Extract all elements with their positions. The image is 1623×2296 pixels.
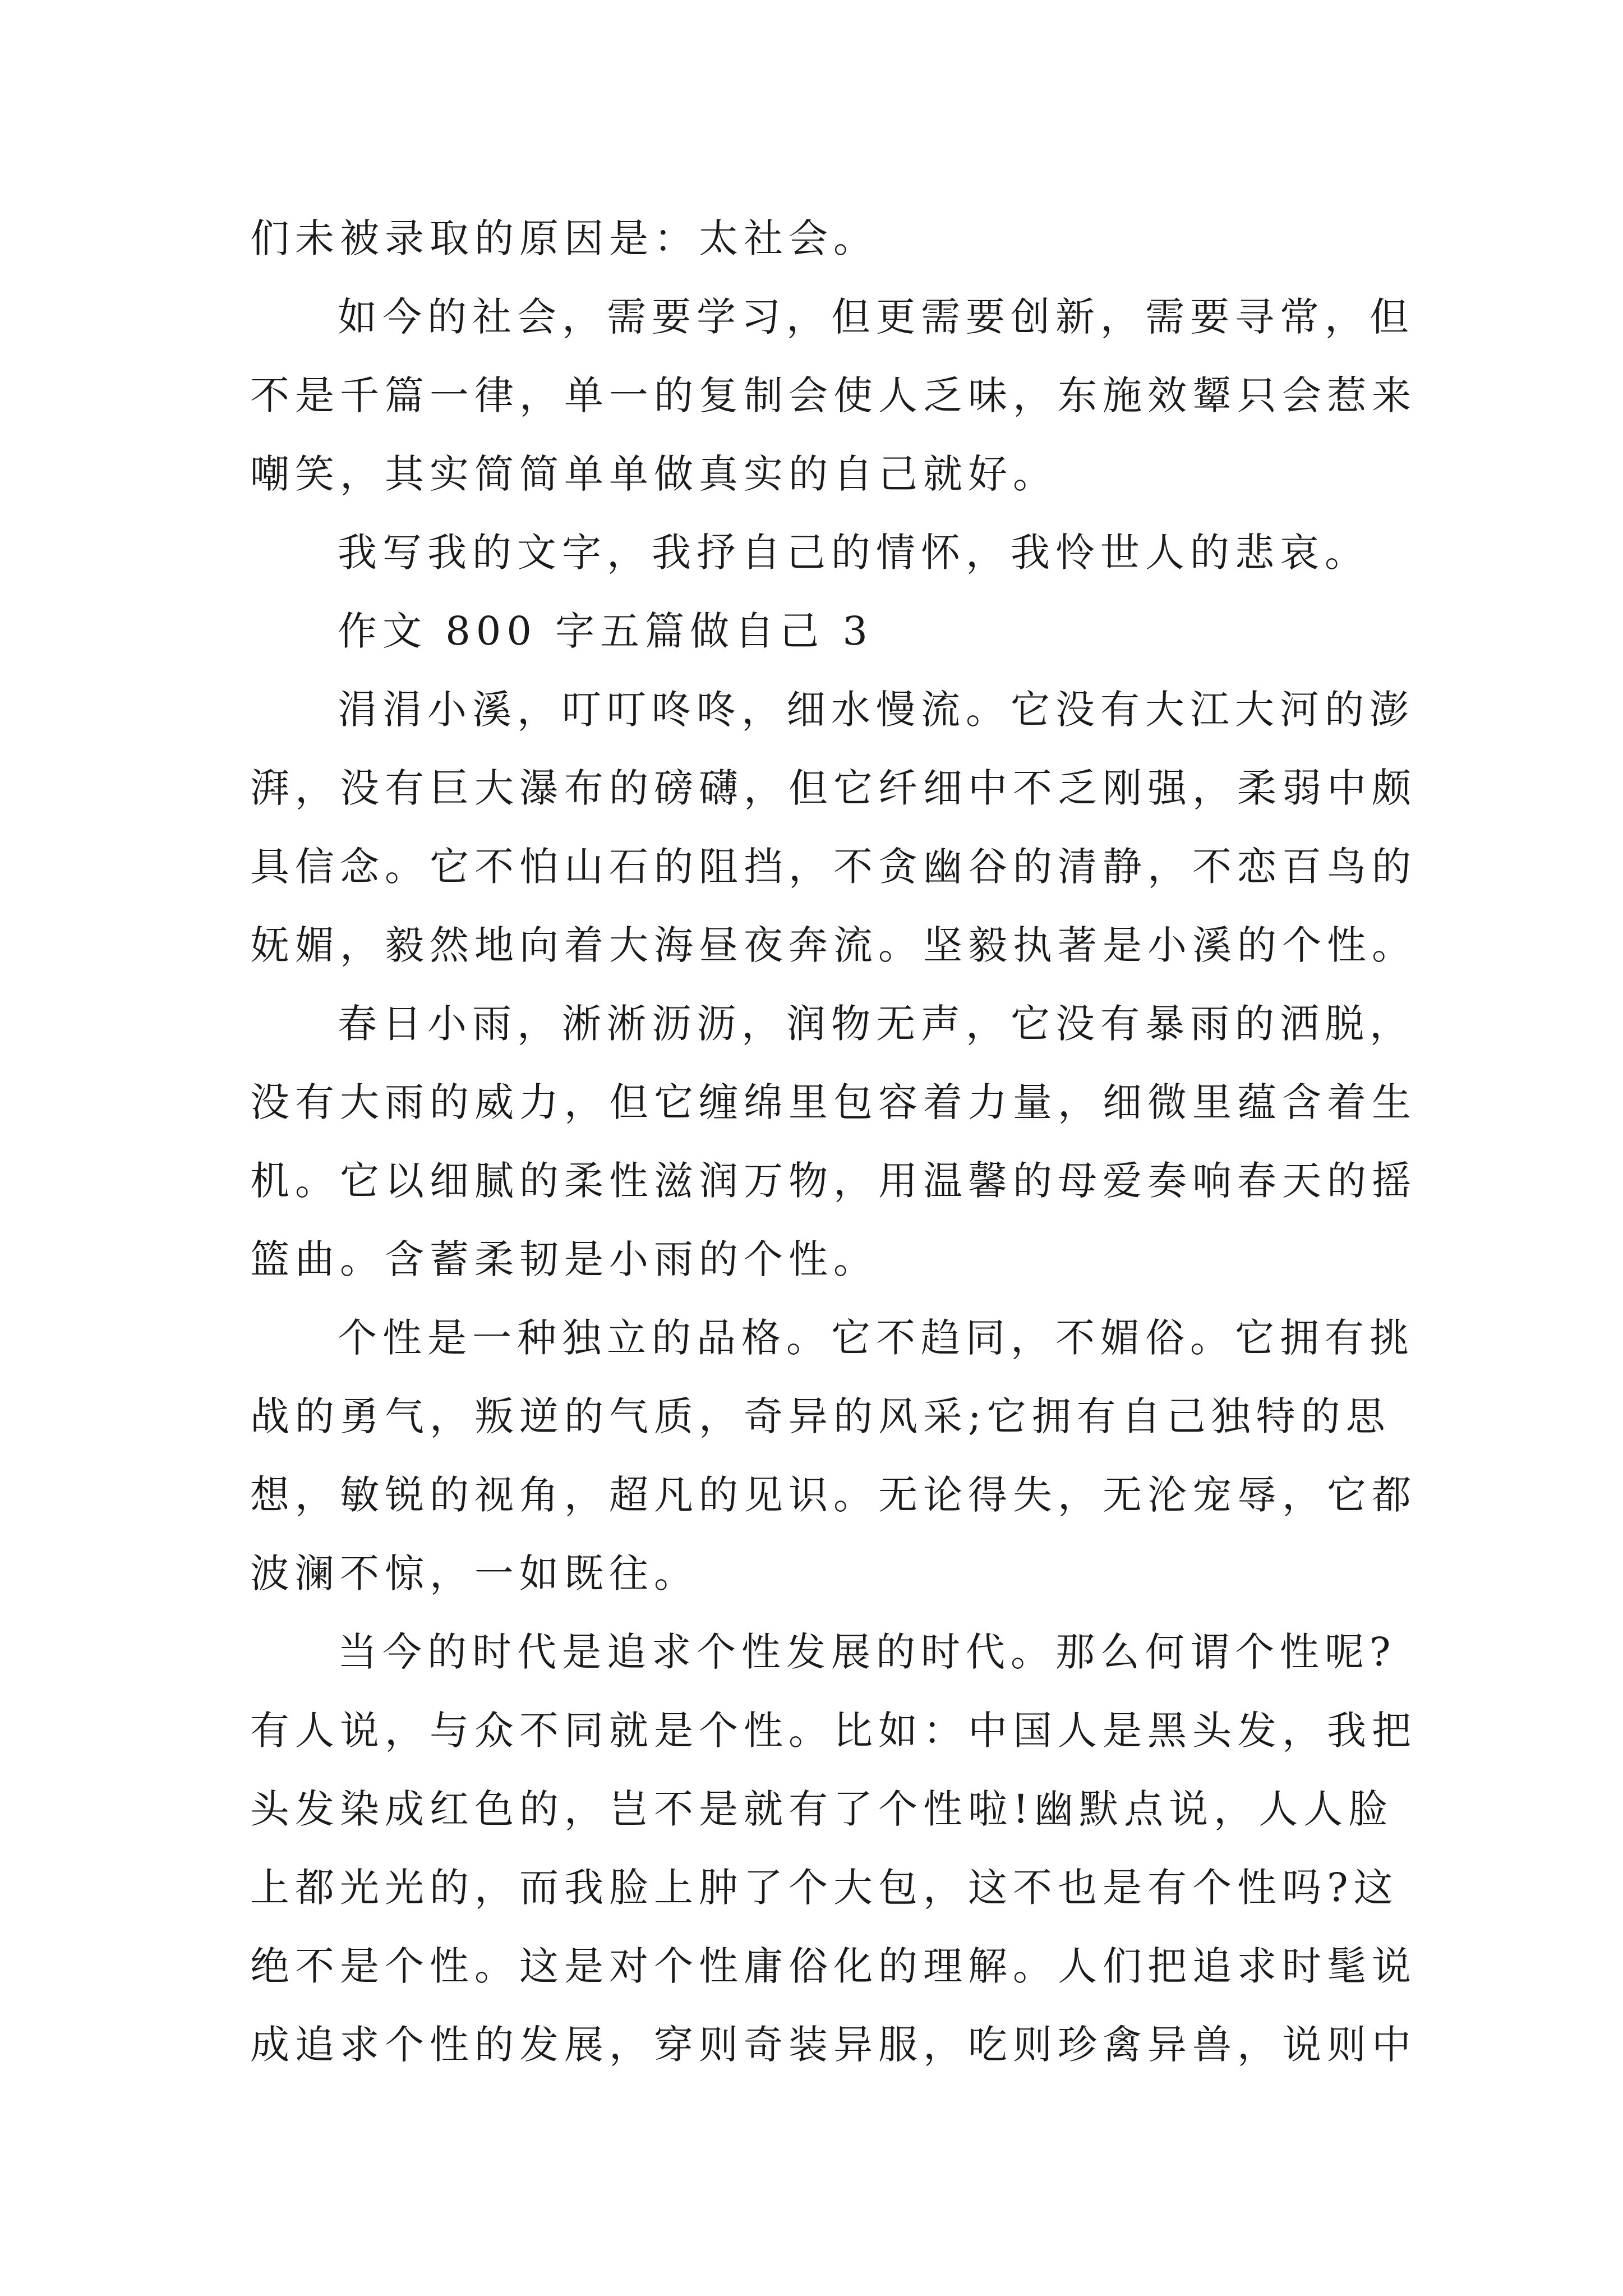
text-line: 没有大雨的威力，但它缠绵里包容着力量，细微里蕴含着生	[250, 1079, 1417, 1125]
text-line: 成追求个性的发展，穿则奇装异服，吃则珍禽异兽，说则中	[250, 2022, 1417, 2068]
text-line: 不是千篇一律，单一的复制会使人乏味，东施效颦只会惹来	[250, 372, 1417, 418]
paragraph-start-line: 涓涓小溪，叮叮咚咚，细水慢流。它没有大江大河的澎	[338, 687, 1414, 733]
text-line: 战的勇气，叛逆的气质，奇异的风采;它拥有自己独特的思	[250, 1393, 1391, 1439]
text-line: 机。它以细腻的柔性滋润万物，用温馨的母爱奏响春天的摇	[250, 1158, 1417, 1204]
paragraph-start-line: 我写我的文字，我抒自己的情怀，我怜世人的悲哀。	[338, 530, 1370, 576]
text-line: 想，敏锐的视角，超凡的见识。无论得失，无沦宠辱，它都	[250, 1472, 1417, 1518]
text-line: 嘲笑，其实简简单单做真实的自己就好。	[250, 451, 1058, 497]
text-line: 湃，没有巨大瀑布的磅礴，但它纤细中不乏刚强，柔弱中颇	[250, 765, 1417, 811]
text-line: 波澜不惊，一如既往。	[250, 1550, 699, 1596]
text-line: 上都光光的，而我脸上肿了个大包，这不也是有个性吗?这	[250, 1865, 1399, 1911]
text-line: 篮曲。含蓄柔韧是小雨的个性。	[250, 1236, 878, 1282]
text-line: 有人说，与众不同就是个性。比如：中国人是黑头发，我把	[250, 1708, 1417, 1754]
paragraph-start-line: 个性是一种独立的品格。它不趋同，不媚俗。它拥有挑	[338, 1315, 1414, 1361]
paragraph-start-line: 春日小雨，淅淅沥沥，润物无声，它没有暴雨的洒脱，	[338, 1001, 1414, 1047]
text-line: 们未被录取的原因是：太社会。	[250, 215, 878, 261]
text-line: 绝不是个性。这是对个性庸俗化的理解。人们把追求时髦说	[250, 1943, 1417, 1989]
section-heading: 作文 800 字五篇做自己 3	[338, 608, 873, 654]
paragraph-start-line: 当今的时代是追求个性发展的时代。那么何谓个性呢?	[338, 1629, 1396, 1675]
paragraph-start-line: 如今的社会，需要学习，但更需要创新，需要寻常，但	[338, 294, 1414, 340]
text-line: 具信念。它不怕山石的阻挡，不贪幽谷的清静，不恋百鸟的	[250, 844, 1417, 890]
text-line: 头发染成红色的，岂不是就有了个性啦!幽默点说，人人脸	[250, 1786, 1394, 1832]
text-line: 妩媚，毅然地向着大海昼夜奔流。坚毅执著是小溪的个性。	[250, 922, 1417, 968]
